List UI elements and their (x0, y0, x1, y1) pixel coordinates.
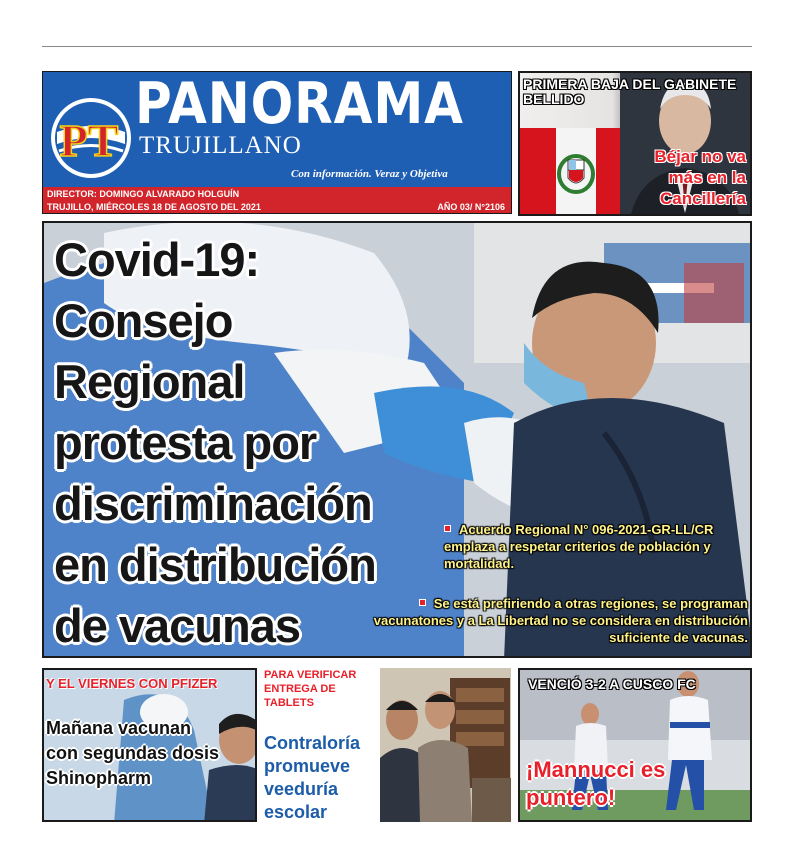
classroom-photo (380, 668, 511, 822)
vaccines-kicker: Y EL VIERNES CON PFIZER (46, 676, 218, 691)
tablets-photo-card (380, 668, 511, 822)
football-kicker: VENCIÓ 3-2 A CUSCO FC (528, 676, 696, 692)
pt-logo-icon (49, 96, 133, 180)
bullet-text: Acuerdo Regional N° 096-2021-GR-LL/CR emplaza a respetar criterios de población y mortalidad. (444, 522, 714, 571)
top-rule (42, 46, 752, 47)
vaccines-headline: Mañana vacunan con segundas dosis Shinopharm (46, 718, 220, 788)
story-bullet-2 (368, 595, 748, 646)
story-tablets[interactable] (262, 668, 378, 822)
story-bullet-1 (444, 521, 744, 572)
football-headline: ¡Mannucci es puntero! (526, 757, 666, 810)
bullet-text: Se está prefiriendo a otras regiones, se programan vacunatones y a La Libertad no se considera en distribución suficiente de vacunas. (373, 596, 748, 645)
masthead[interactable] (42, 71, 512, 214)
tablets-headline: Contraloría promueve veeduría escolar (264, 733, 361, 822)
promo-headline: Béjar no va más en la Cancillería (654, 147, 746, 208)
masthead-infobar (43, 187, 511, 214)
masthead-slogan: Con información. Veraz y Objetiva (291, 168, 448, 180)
coat-of-arms-icon (556, 148, 596, 196)
masthead-subtitle: TRUJILLANO (139, 132, 302, 159)
tablets-kicker: PARA VERIFICAR ENTREGA DE TABLETS (264, 669, 357, 709)
dateline: TRUJILLO, MIÉRCOLES 18 DE AGOSTO DEL 2021 (47, 202, 261, 212)
story-vaccines[interactable] (42, 668, 257, 822)
bullet-marker-icon (419, 599, 426, 606)
promo-kicker: PRIMERA BAJA DEL GABINETE BELLIDO (523, 76, 737, 107)
masthead-banner (43, 72, 511, 187)
promo-gabinete[interactable] (518, 71, 752, 216)
main-story[interactable] (42, 221, 752, 658)
story-football[interactable] (518, 668, 752, 822)
main-headline: Covid-19: Consejo Regional protesta por discriminación en distribución de vacunas (54, 233, 376, 652)
peru-flag-image (520, 128, 630, 216)
edition-number: AÑO 03/ N°2106 (437, 202, 505, 212)
masthead-title: PANORAMA (135, 71, 464, 137)
bullet-marker-icon (444, 525, 451, 532)
director-line: DIRECTOR: DOMINGO ALVARADO HOLGUÍN (47, 189, 240, 199)
logo-letters: PT (59, 115, 119, 166)
